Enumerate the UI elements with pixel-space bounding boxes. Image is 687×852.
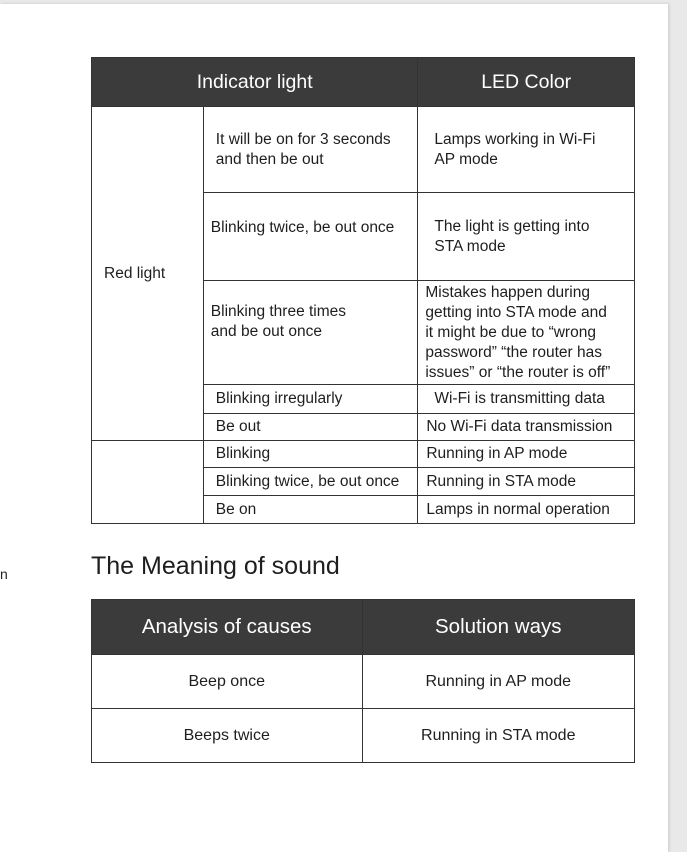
indicator-state: Blinking twice, be out once	[203, 468, 418, 496]
indicator-meaning: No Wi-Fi data transmission	[418, 414, 635, 441]
page-margin-fragment: n	[0, 566, 8, 582]
indicator-state: Blinking three times and be out once	[203, 281, 418, 385]
table-row	[92, 709, 635, 763]
indicator-state: It will be on for 3 seconds and then be out	[203, 107, 418, 193]
group-label-red-light: Red light	[92, 107, 204, 441]
indicator-meaning: Running in STA mode	[418, 468, 635, 496]
table-row	[92, 441, 635, 468]
sound-cause: Beeps twice	[92, 709, 363, 763]
group-label-second	[92, 441, 204, 524]
table-row	[92, 655, 635, 709]
indicator-state: Blinking twice, be out once	[203, 193, 418, 281]
sound-solution: Running in AP mode	[362, 655, 635, 709]
sound-cause: Beep once	[92, 655, 363, 709]
indicator-meaning: The light is getting into STA mode	[418, 193, 635, 281]
indicator-meaning: Running in AP mode	[418, 441, 635, 468]
indicator-state: Be on	[203, 496, 418, 524]
indicator-meaning: Lamps in normal operation	[418, 496, 635, 524]
indicator-state: Blinking irregularly	[203, 385, 418, 414]
indicator-state: Blinking	[203, 441, 418, 468]
header-solution-ways: Solution ways	[362, 600, 635, 655]
table-header-row	[92, 58, 635, 107]
sound-solution: Running in STA mode	[362, 709, 635, 763]
section-title-sound: The Meaning of sound	[91, 552, 340, 580]
header-led-color: LED Color	[418, 58, 635, 107]
header-analysis-of-causes: Analysis of causes	[92, 600, 363, 655]
indicator-state: Be out	[203, 414, 418, 441]
header-indicator-light: Indicator light	[92, 58, 418, 107]
indicator-meaning: Lamps working in Wi-Fi AP mode	[418, 107, 635, 193]
table-header-row	[92, 600, 635, 655]
table-row	[92, 107, 635, 193]
indicator-meaning: Mistakes happen during getting into STA mode and it might be due to “wrong password” “the router has issues” or “the router is off”	[418, 281, 635, 385]
indicator-meaning: Wi-Fi is transmitting data	[418, 385, 635, 414]
led-indicator-table	[91, 57, 635, 524]
sound-meaning-table	[91, 599, 635, 763]
